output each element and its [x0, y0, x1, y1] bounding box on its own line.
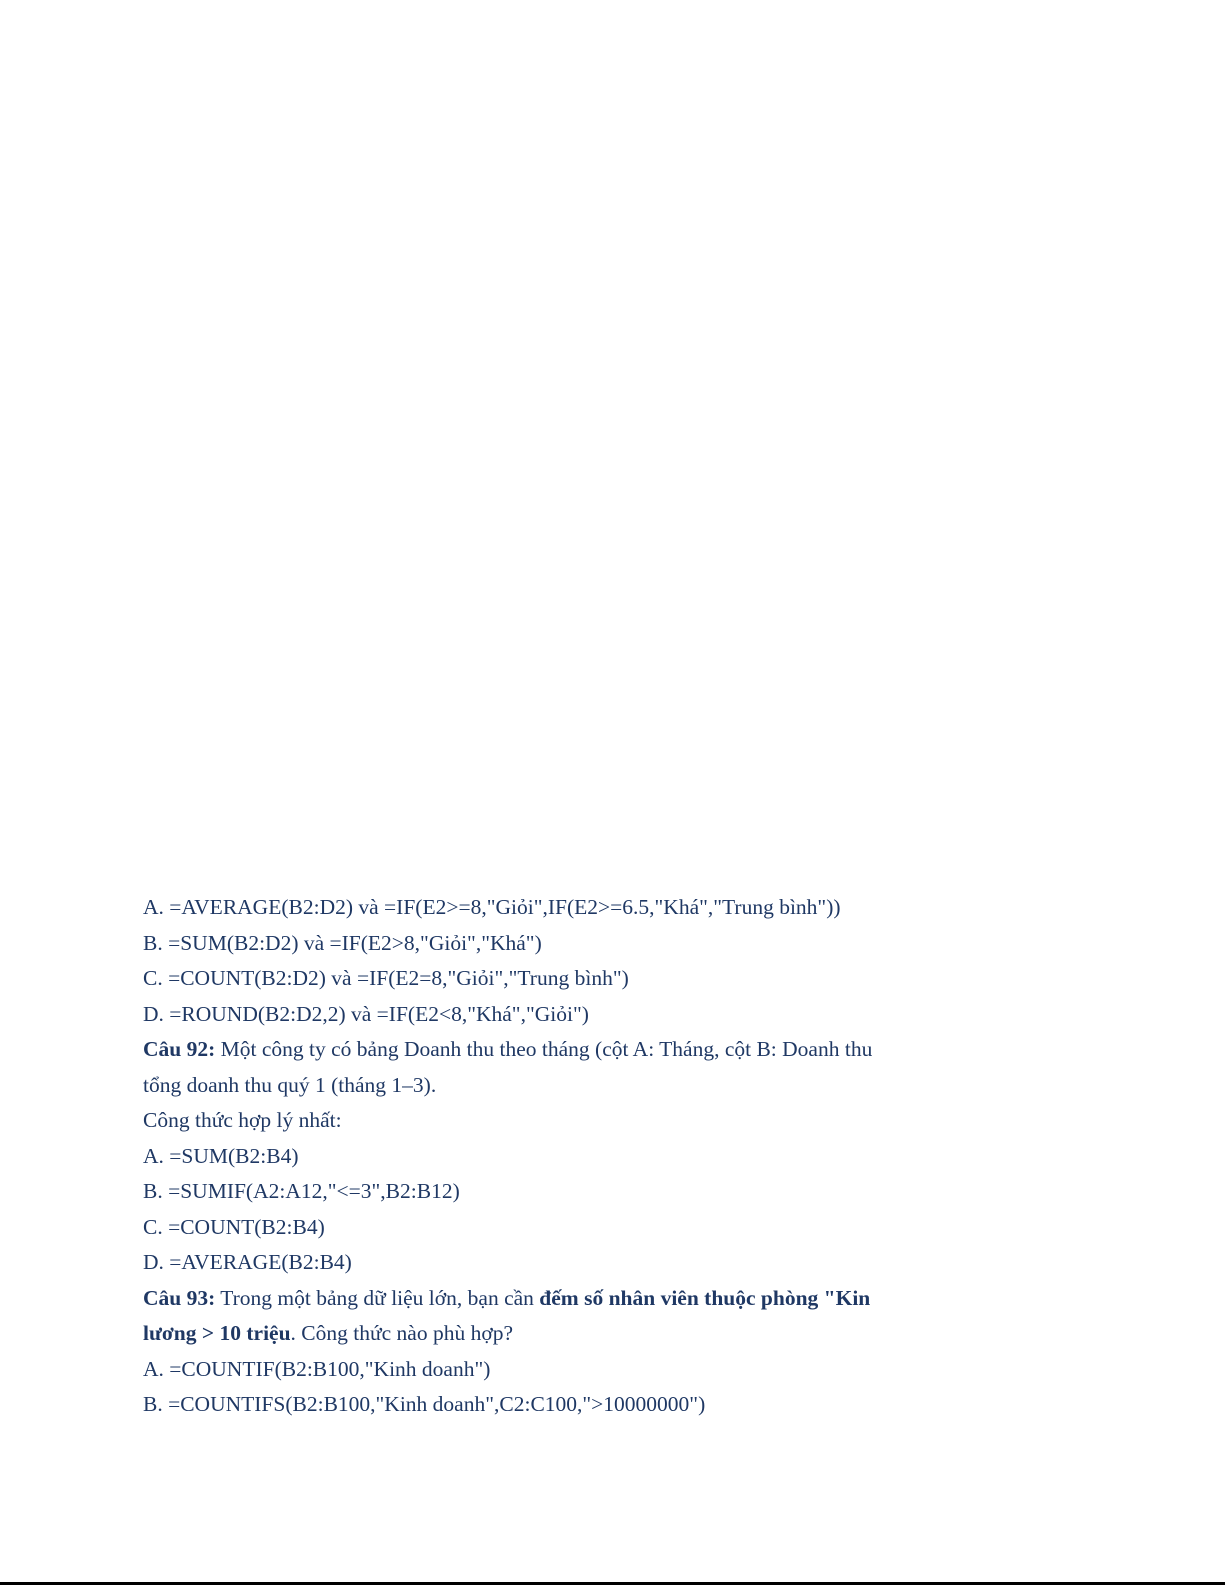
- q93-option-b: B. =COUNTIFS(B2:B100,"Kinh doanh",C2:C100,">10000000"): [143, 1392, 706, 1416]
- q92-label: Câu 92:: [143, 1037, 216, 1061]
- q93-bold-text-1: đếm số nhân viên thuộc phòng "Kin: [539, 1285, 871, 1310]
- q93-question-line-2: [143, 1316, 1225, 1352]
- q92-option-d: D. =AVERAGE(B2:B4): [143, 1250, 352, 1274]
- q92-question-line-2: tổng doanh thu quý 1 (tháng 1–3).: [143, 1072, 437, 1097]
- q91-option-b: B. =SUM(B2:D2) và =IF(E2>8,"Giỏi","Khá"): [143, 930, 542, 955]
- q92-question-line-1: [143, 1032, 1225, 1068]
- q91-option-a: A. =AVERAGE(B2:D2) và =IF(E2>=8,"Giỏi",IF(E2>=6.5,"Khá","Trung bình")): [143, 895, 841, 919]
- q91-option-c: C. =COUNT(B2:D2) và =IF(E2=8,"Giỏi","Trung bình"): [143, 966, 629, 990]
- q93-label: Câu 93:: [143, 1285, 216, 1310]
- q93-text-part-1: Trong một bảng dữ liệu lớn, bạn cần: [215, 1285, 540, 1310]
- page-content: [143, 890, 1225, 1423]
- q93-question-line-1: [143, 1281, 1225, 1317]
- q92-option-b: B. =SUMIF(A2:A12,"<=3",B2:B12): [143, 1179, 460, 1203]
- q91-option-d: D. =ROUND(B2:D2,2) và =IF(E2<8,"Khá","Giỏi"): [143, 1001, 589, 1026]
- q93-option-a: A. =COUNTIF(B2:B100,"Kinh doanh"): [143, 1356, 491, 1381]
- q92-option-c: C. =COUNT(B2:B4): [143, 1214, 325, 1239]
- q92-option-a: A. =SUM(B2:B4): [143, 1143, 299, 1168]
- q92-text-line-1: Một công ty có bảng Doanh thu theo tháng (cột A: Tháng, cột B: Doanh thu: [215, 1037, 873, 1061]
- q93-text-part-2: . Công thức nào phù hợp?: [290, 1321, 514, 1345]
- q93-bold-text-2: lương > 10 triệu: [143, 1321, 291, 1345]
- q92-prompt: Công thức hợp lý nhất:: [143, 1108, 342, 1132]
